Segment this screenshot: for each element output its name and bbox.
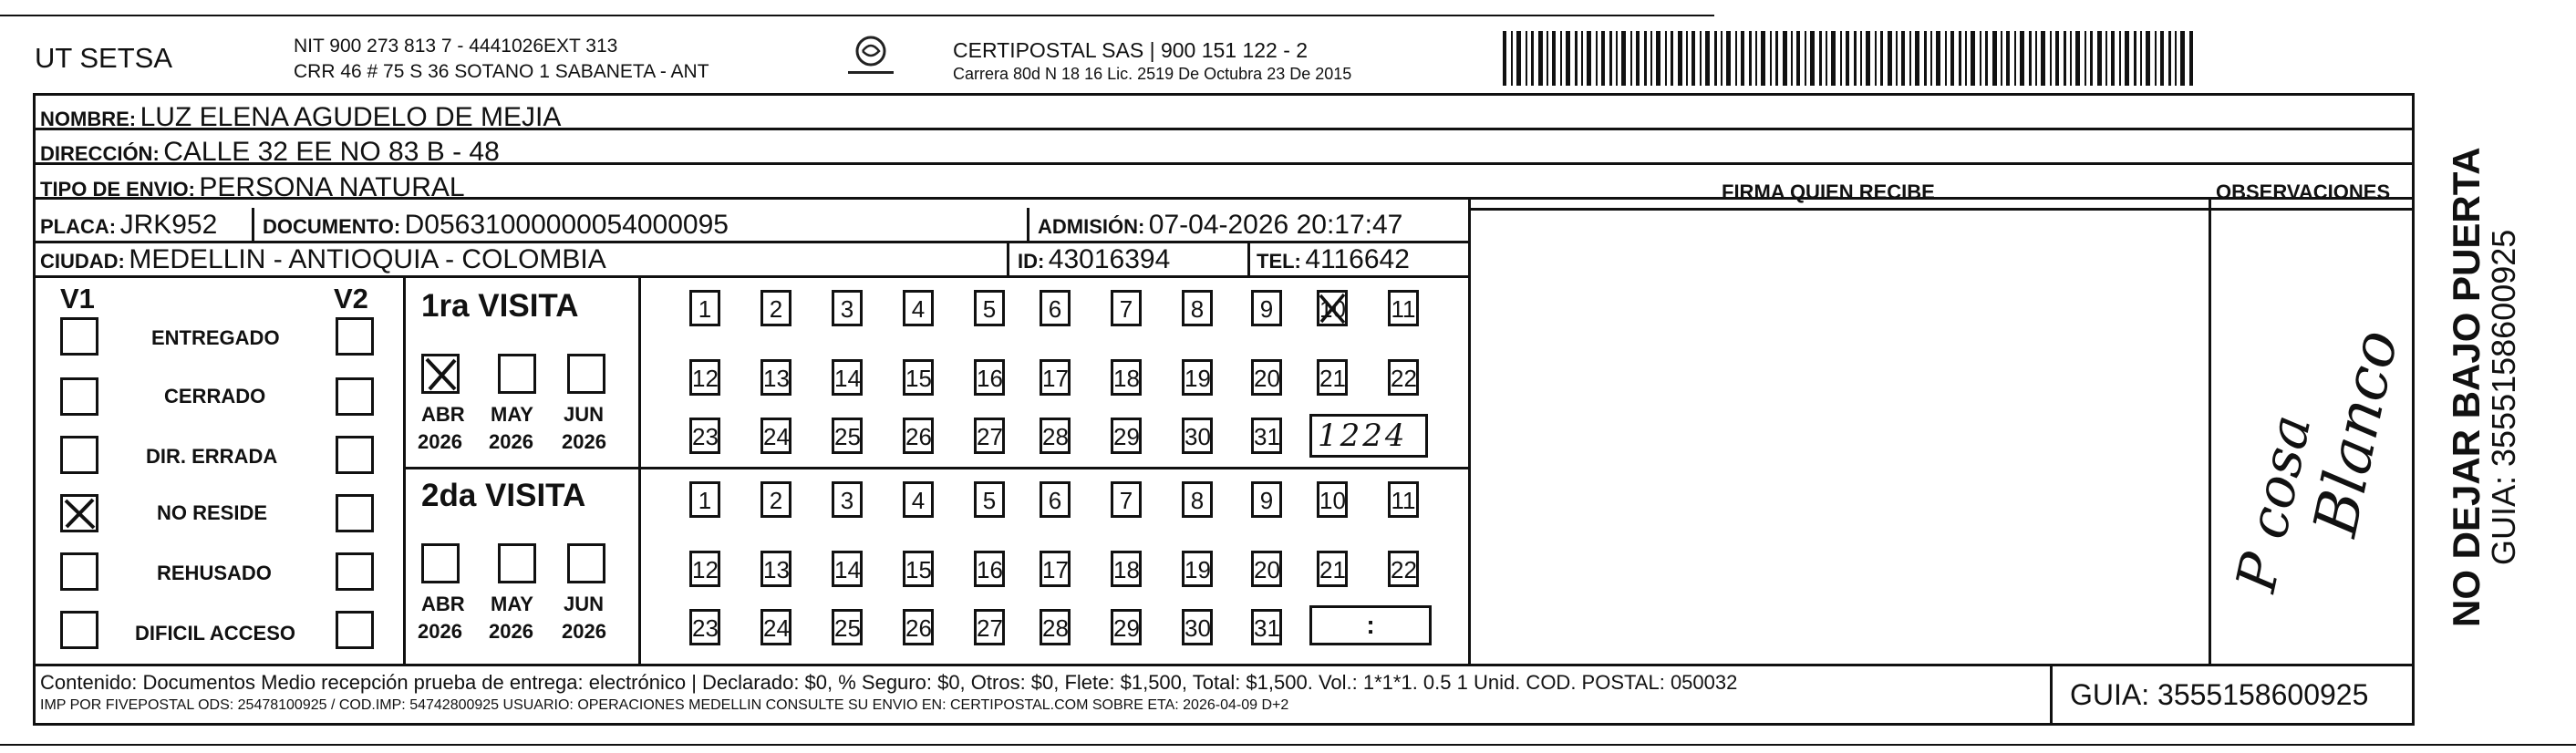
col-separator [1247,241,1250,275]
side-guia: GUIA: 3555158600925 [2485,229,2522,565]
city-value: MEDELLIN - ANTIOQUIA - COLOMBIA [129,244,606,274]
address-value: CALLE 32 EE NO 83 B - 48 [163,137,500,167]
signature-area[interactable] [1472,211,2207,664]
status-entregado: ENTREGADO [151,326,280,349]
col-separator [403,275,406,665]
second-visit-day-11[interactable]: 11 [1388,481,1419,518]
nit-line: NIT 900 273 813 7 - 4441026EXT 313 [294,36,618,57]
first-month-abr: ABR [421,403,465,426]
first-visit-day-31[interactable]: 31 [1251,418,1282,454]
second-year-abr: 2026 [418,620,462,643]
row-separator [33,275,1470,278]
first-visit-day-23[interactable]: 23 [689,418,720,454]
second-visit-day-23[interactable]: 23 [689,609,720,645]
second-visit-day-8[interactable]: 8 [1182,481,1213,518]
sender-address: CRR 46 # 75 S 36 SOTANO 1 SABANETA - ANT [294,61,709,82]
second-visit-day-30[interactable]: 30 [1182,609,1213,645]
second-visit-day-26[interactable]: 26 [903,609,934,645]
second-visit-month-may[interactable] [498,543,536,583]
second-visit-day-19[interactable]: 19 [1182,551,1213,587]
check-x-icon [63,497,96,530]
first-visit-day-3[interactable]: 3 [832,290,863,326]
id-value: 43016394 [1048,244,1171,274]
first-visit-day-10[interactable]: 10 [1317,290,1348,326]
first-visit-day-17[interactable]: 17 [1040,359,1071,396]
first-visit-day-27[interactable]: 27 [974,418,1005,454]
v2-checkbox-rehusado[interactable] [336,552,374,591]
second-month-abr: ABR [421,593,465,615]
second-visit-day-5[interactable]: 5 [974,481,1005,518]
page-bottom-edge [0,744,2576,746]
col-separator [1468,197,1471,665]
v2-checkbox-dificil-acceso[interactable] [336,611,374,649]
second-visit-day-3[interactable]: 3 [832,481,863,518]
side-warning: NO DEJAR BAJO PUERTA [2445,147,2488,627]
second-year-may: 2026 [489,620,533,643]
status-no-reside: NO RESIDE [157,501,268,524]
footer-separator [33,664,2415,666]
plate-field [40,211,217,239]
type-label: TIPO DE ENVIO: [40,178,195,201]
first-visit-day-14[interactable]: 14 [832,359,863,396]
second-visit-day-29[interactable]: 29 [1111,609,1142,645]
second-visit-day-12[interactable]: 12 [689,551,720,587]
first-visit-day-20[interactable]: 20 [1251,359,1282,396]
first-visit-month-jun[interactable] [567,354,605,394]
first-year-abr: 2026 [418,430,462,453]
col-separator [1027,208,1029,242]
id-field [1018,246,1170,273]
first-year-jun: 2026 [562,430,606,453]
second-month-may: MAY [491,593,533,615]
col-separator [1007,241,1009,275]
plate-value: JRK952 [119,210,218,240]
status-rehusado: REHUSADO [157,562,272,584]
license-line: Carrera 80d N 18 16 Lic. 2519 De Octubra 23 De 2015 [953,65,1352,83]
first-visit-day-6[interactable]: 6 [1040,290,1071,326]
first-visit-day-29[interactable]: 29 [1111,418,1142,454]
status-cerrado: CERRADO [164,385,266,407]
observations-area[interactable] [2212,211,2415,664]
first-visit-day-5[interactable]: 5 [974,290,1005,326]
v2-header: V2 [334,283,368,315]
second-visit-title: 2da VISITA [421,478,586,513]
second-visit-day-20[interactable]: 20 [1251,551,1282,587]
second-visit-day-10[interactable]: 10 [1317,481,1348,518]
first-month-may: MAY [491,403,533,426]
second-visit-day-25[interactable]: 25 [832,609,863,645]
name-value: LUZ ELENA AGUDELO DE MEJIA [140,102,562,132]
observation-handwritten-1: P cosa [2224,408,2324,598]
first-visit-day-12[interactable]: 12 [689,359,720,396]
second-visit-day-1[interactable]: 1 [689,481,720,518]
city-label: CIUDAD: [40,250,125,273]
second-visit-day-21[interactable]: 21 [1317,551,1348,587]
v1-checkbox-cerrado[interactable] [60,377,98,416]
v2-checkbox-dir-errada[interactable] [336,436,374,474]
second-visit-day-14[interactable]: 14 [832,551,863,587]
barcode [1503,31,2205,86]
company-name: UT SETSA [35,42,173,74]
first-visit-day-1[interactable]: 1 [689,290,720,326]
first-visit-day-28[interactable]: 28 [1040,418,1071,454]
observation-handwritten-2: Blanco [2300,324,2412,542]
second-visit-day-9[interactable]: 9 [1251,481,1282,518]
first-year-may: 2026 [489,430,533,453]
carrier-line: CERTIPOSTAL SAS | 900 151 122 - 2 [953,38,1309,62]
second-visit-day-18[interactable]: 18 [1111,551,1142,587]
second-year-jun: 2026 [562,620,606,643]
second-visit-day-15[interactable]: 15 [903,551,934,587]
first-visit-day-26[interactable]: 26 [903,418,934,454]
second-visit-day-31[interactable]: 31 [1251,609,1282,645]
name-field [40,104,561,131]
first-visit-day-22[interactable]: 22 [1388,359,1419,396]
first-visit-day-2[interactable]: 2 [760,290,791,326]
name-label: NOMBRE: [40,108,137,130]
second-visit-day-6[interactable]: 6 [1040,481,1071,518]
tel-value: 4116642 [1305,244,1410,274]
second-visit-day-13[interactable]: 13 [760,551,791,587]
type-value: PERSONA NATURAL [199,172,465,202]
tel-label: TEL: [1257,250,1301,273]
second-visit-month-abr[interactable] [421,543,460,583]
col-separator [638,275,641,665]
second-visit-day-27[interactable]: 27 [974,609,1005,645]
v1-checkbox-dir-errada[interactable] [60,436,98,474]
observations-header: OBSERVACIONES [2216,181,2391,203]
v1-checkbox-no-reside[interactable] [60,494,98,532]
first-visit-time-handwritten: 1224 [1318,418,1408,454]
row-separator [1468,208,2415,211]
first-visit-day-4[interactable]: 4 [903,290,934,326]
second-visit-day-24[interactable]: 24 [760,609,791,645]
row-separator [33,241,1470,243]
first-visit-day-15[interactable]: 15 [903,359,934,396]
first-visit-day-25[interactable]: 25 [832,418,863,454]
footer-guia: GUIA: 3555158600925 [2070,678,2369,711]
second-visit-day-7[interactable]: 7 [1111,481,1142,518]
certipostal-logo [839,33,903,86]
col-separator [252,208,254,242]
document-value: D05631000000054000095 [404,210,729,240]
signature-header: FIRMA QUIEN RECIBE [1722,181,1935,203]
first-visit-day-21[interactable]: 21 [1317,359,1348,396]
status-dir-errada: DIR. ERRADA [146,445,278,468]
v1-header: V1 [60,283,95,315]
content-line: Contenido: Documentos Medio recepción prueba de entrega: electrónico | Declarado: $0, % Seguro: $0, Otros: $0, Flete: $1,500, Total: $1,500. Vol.: 1*1*1. 0.5 1 Unid. COD. POSTAL: 050032 [40,671,1738,694]
first-visit-day-13[interactable]: 13 [760,359,791,396]
first-visit-day-30[interactable]: 30 [1182,418,1213,454]
check-x-icon [424,356,459,393]
second-visit-day-28[interactable]: 28 [1040,609,1071,645]
first-visit-day-7[interactable]: 7 [1111,290,1142,326]
second-visit-day-16[interactable]: 16 [974,551,1005,587]
col-separator [2050,664,2053,726]
address-label: DIRECCIÓN: [40,142,160,165]
imp-line: IMP POR FIVEPOSTAL ODS: 25478100925 / COD.IMP: 54742800925 USUARIO: OPERACIONES MEDELLIN CONSULTE SU ENVIO EN: CERTIPOSTAL.COM SOBRE ETA: 2026-04-09 D+2 [40,697,1289,713]
v2-checkbox-no-reside[interactable] [336,494,374,532]
first-visit-day-9[interactable]: 9 [1251,290,1282,326]
first-visit-day-8[interactable]: 8 [1182,290,1213,326]
v1-checkbox-dificil-acceso[interactable] [60,611,98,649]
second-visit-day-17[interactable]: 17 [1040,551,1071,587]
v2-checkbox-entregado[interactable] [336,317,374,356]
status-dificil-acceso: DIFICIL ACCESO [135,622,296,645]
type-field [40,174,465,201]
first-visit-day-24[interactable]: 24 [760,418,791,454]
first-visit-day-16[interactable]: 16 [974,359,1005,396]
second-visit-time-box[interactable]: : [1309,605,1432,645]
admission-label: ADMISIÓN: [1038,215,1145,238]
row-separator [403,467,1470,469]
id-label: ID: [1018,250,1045,273]
city-field [40,246,606,273]
first-visit-day-18[interactable]: 18 [1111,359,1142,396]
v1-checkbox-rehusado[interactable] [60,552,98,591]
document-label: DOCUMENTO: [263,215,401,238]
first-visit-day-19[interactable]: 19 [1182,359,1213,396]
second-visit-month-jun[interactable] [567,543,605,583]
address-field [40,139,500,166]
admission-field [1038,211,1402,239]
v2-checkbox-cerrado[interactable] [336,377,374,416]
v1-checkbox-entregado[interactable] [60,317,98,356]
first-visit-time-box[interactable] [1309,414,1428,458]
first-month-jun: JUN [564,403,605,426]
check-x-icon [1317,290,1348,326]
plate-label: PLACA: [40,215,117,238]
first-visit-month-abr[interactable] [421,354,460,394]
second-visit-day-4[interactable]: 4 [903,481,934,518]
first-visit-title: 1ra VISITA [421,288,579,324]
second-visit-day-2[interactable]: 2 [760,481,791,518]
first-visit-day-11[interactable]: 11 [1388,290,1419,326]
first-visit-month-may[interactable] [498,354,536,394]
second-visit-day-22[interactable]: 22 [1388,551,1419,587]
document-field [263,211,729,239]
col-separator [2209,197,2211,665]
page-top-edge [0,15,1714,16]
second-month-jun: JUN [564,593,605,615]
admission-value: 07-04-2026 20:17:47 [1148,210,1403,240]
tel-field [1257,246,1410,273]
